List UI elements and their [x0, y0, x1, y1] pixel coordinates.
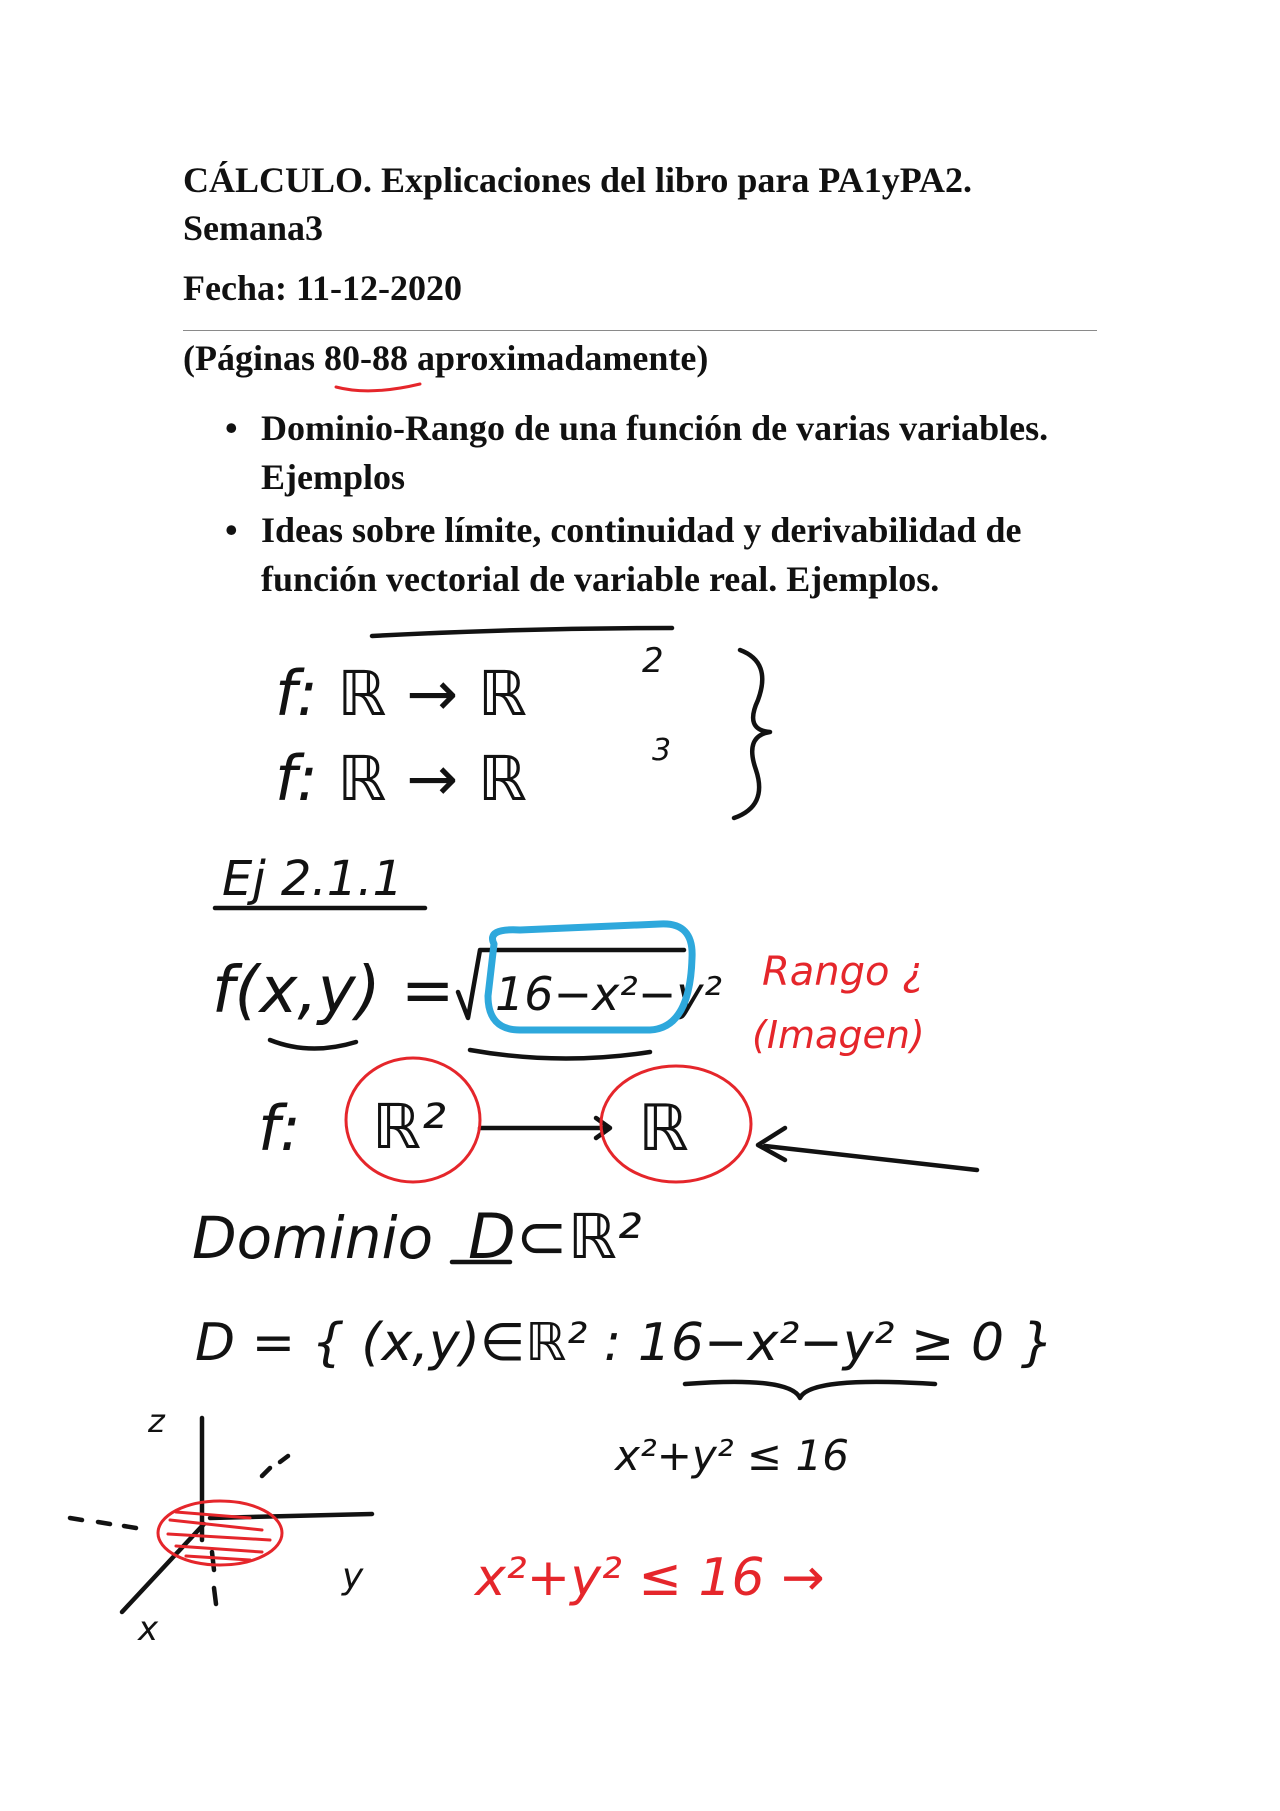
radicand-underline — [470, 1050, 650, 1059]
variables-underline — [270, 1040, 356, 1049]
mapping-1-exponent: 2 — [642, 641, 664, 681]
dominio-label: Dominio — [192, 1204, 434, 1272]
inequality-red: x²+y² ≤ 16 → — [475, 1548, 825, 1608]
document-date: Fecha: 11-12-2020 — [183, 268, 462, 308]
function-lhs: f(x,y) = — [212, 954, 455, 1028]
dominio-subset: D⊂ℝ² — [468, 1200, 642, 1273]
mapping-overline — [372, 628, 672, 636]
guide-dashes — [212, 1552, 216, 1604]
pages-range: 80-88 — [324, 338, 409, 378]
set-definition: D = { (x,y)∈ℝ² : 16−x²−y² ≥ 0 } — [195, 1313, 1054, 1373]
bullet-icon: • — [225, 510, 238, 550]
mapping-2-exponent: 3 — [652, 733, 672, 768]
mapping-1-text: f: ℝ → ℝ — [275, 657, 527, 730]
pages-prefix: (Páginas — [183, 338, 325, 378]
inequality-black: x²+y² ≤ 16 — [615, 1431, 849, 1480]
pages-range-underline — [336, 384, 420, 391]
topic-text: Ideas sobre límite, continuidad y derivabilidad de función vectorial de variable real. Ejemplos. — [261, 510, 1022, 599]
mapping-domain: ℝ² — [372, 1090, 446, 1163]
example-label: Ej 2.1.1 — [222, 851, 404, 907]
negative-y-dashes — [70, 1518, 136, 1528]
title-line-1: CÁLCULO. Explicaciones del libro para PA1yPA2. — [183, 160, 973, 200]
guide-dashes-upper — [262, 1456, 288, 1476]
x-axis — [122, 1524, 204, 1612]
axis-z-label: z — [148, 1402, 165, 1440]
imagen-label: (Imagen) — [752, 1013, 925, 1057]
function-radicand: 16−x²−y² — [495, 967, 722, 1021]
pointer-arrow-icon — [758, 1128, 785, 1160]
mapping-2-text: f: ℝ → ℝ — [275, 742, 527, 815]
right-brace — [734, 650, 770, 818]
mapping-codomain: ℝ — [638, 1092, 689, 1166]
rango-label: Rango ¿ — [762, 949, 924, 995]
axis-y-label: y — [342, 1556, 364, 1597]
condition-underbrace — [685, 1382, 935, 1398]
mapping-f: f: — [258, 1092, 301, 1165]
pages-suffix: aproximadamente) — [408, 338, 709, 378]
topic-text: Dominio-Rango de una función de varias variables. Ejemplos — [261, 408, 1049, 497]
axis-x-label: x — [138, 1609, 159, 1649]
bullet-icon: • — [225, 408, 238, 448]
pointer-arrow-shaft — [765, 1146, 977, 1170]
title-line-2: Semana3 — [183, 208, 324, 248]
